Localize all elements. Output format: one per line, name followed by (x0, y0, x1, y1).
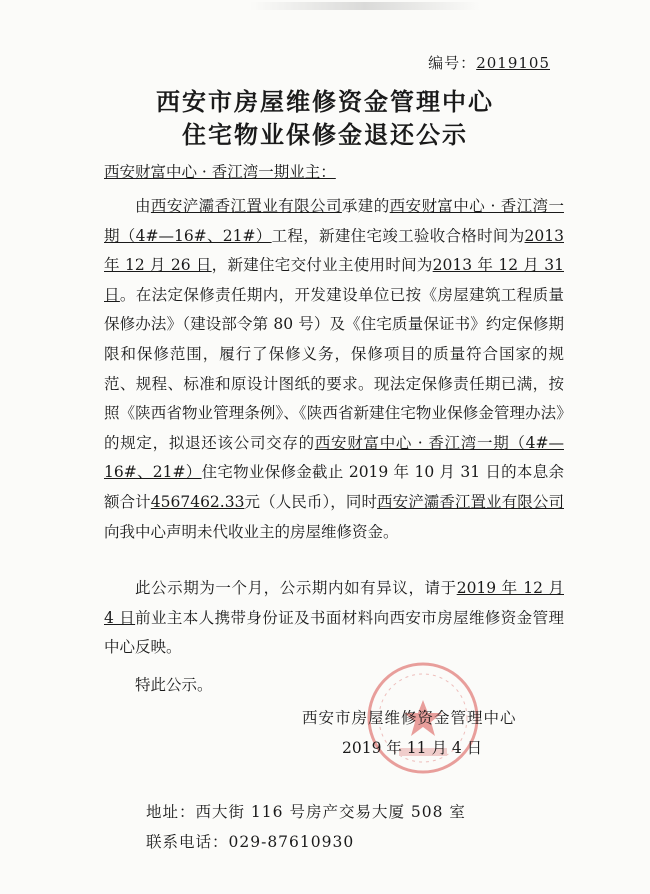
developer-company-2: 西安浐灞香江置业有限公司 (377, 492, 564, 511)
delivery-date: 2013 年 12 月 31 日 (104, 256, 564, 304)
acceptance-date: 2013 年 12 月 26 日 (104, 226, 564, 275)
project-name-2: 西安财富中心 · 香江湾一期（4#—16#、21#） (104, 433, 564, 482)
document-number-label: 编号： (428, 54, 477, 72)
p1-text-2: 承建的 (341, 197, 390, 215)
objection-deadline: 2019 年 12 月 4 日 (104, 579, 564, 627)
contact-address: 地址：西大街 116 号房产交易大厦 508 室 (146, 803, 466, 821)
project-name: 西安财富中心 · 香江湾一期（4#—16#、21#） (104, 197, 564, 245)
title-line-2: 住宅物业保修金退还公示 (182, 121, 468, 149)
signature-organization: 西安市房屋维修资金管理中心 (302, 709, 517, 727)
document-number (428, 52, 550, 73)
document-number-value: 2019105 (476, 54, 550, 72)
p1-text-4: ，新建住宅交付业主使用时间为 (211, 256, 433, 275)
p2-text-2: 前业主本人携带身份证及书面材料向西安市房屋维修资金管理中心反映。 (104, 608, 564, 657)
salutation: 西安财富中心 · 香江湾一期业主： (104, 163, 336, 181)
p1-text-6: 住宅物业保修金截止 2019 年 10 月 31 日的本息余额合计 (104, 463, 564, 511)
p1-text-7: 元（人民币），同时 (244, 492, 378, 511)
scan-artifact (250, 2, 480, 10)
p1-text-8: 向我中心声明未代收业主的房屋维修资金。 (104, 522, 399, 541)
p1-text-3: 工程，新建住宅竣工验收合格时间为 (271, 226, 525, 245)
closing-remark: 特此公示。 (135, 676, 213, 694)
paragraph-1 (104, 192, 564, 547)
signature-date: 2019 年 11 月 4 日 (342, 739, 483, 757)
title-line-1: 西安市房屋维修资金管理中心 (156, 88, 494, 116)
paragraph-2 (104, 574, 564, 663)
refund-amount: 4567462.33 (150, 492, 245, 511)
p1-text-5: 。在法定保修责任期内，开发建设单位已按《房屋建筑工程质量保修办法》（建设部令第 80 号）及《住宅质量保证书》约定保修期限和保修范围，履行了保修义务，保修项目的质量符合国家的规范、规程、标准和原设计图纸的要求。现法定保修责任期已满，按照《陕西省物业管理条例》、《陕西省新建住宅物业保修金管理办法》的规定，拟退还该公司交存的 (104, 285, 564, 452)
p2-text-1: 此公示期为一个月，公示期内如有异议，请于 (135, 579, 457, 597)
contact-phone: 联系电话：029-87610930 (146, 833, 355, 851)
p1-text-1: 由 (135, 197, 151, 215)
developer-company: 西安浐灞香江置业有限公司 (150, 197, 342, 215)
